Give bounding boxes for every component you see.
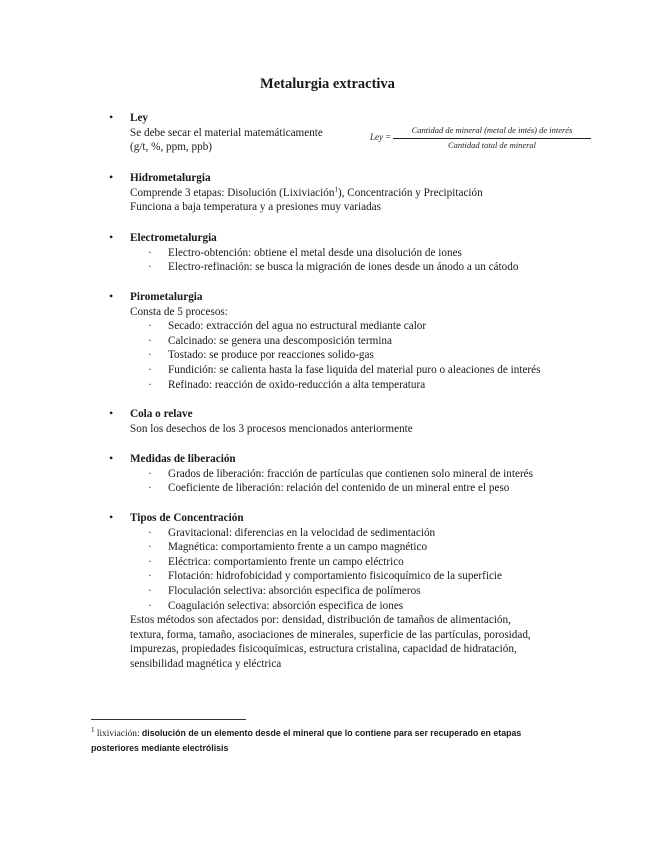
section-body <box>130 526 560 672</box>
section-body <box>130 305 560 393</box>
list-item-text: Eléctrica: comportamiento frente un campo eléctrico <box>168 555 404 568</box>
bullet: • <box>109 451 114 465</box>
list-item <box>130 555 560 570</box>
footnote-separator <box>91 719 246 720</box>
sub-bullet: · <box>148 482 152 495</box>
sub-bullet: · <box>148 378 152 391</box>
text-line: textura, forma, tamaño, asociaciones de minerales, superficie de las partículas, porosidad, <box>130 628 531 641</box>
text-line <box>130 186 560 201</box>
list-item-text: Magnética: comportamiento frente a un campo magnético <box>168 541 428 554</box>
section-body <box>130 467 560 496</box>
section-heading: Ley <box>130 112 149 124</box>
list-item <box>130 599 560 614</box>
sub-bullet: · <box>148 541 152 554</box>
text-line: Consta de 5 procesos: <box>130 305 228 318</box>
list-item-text: Flotación: hidrofobicidad y comportamiento fisicoquímico de la superficie <box>168 570 502 583</box>
list-item-text: Electro-refinación: se busca la migración de iones desde un ánodo a un cátodo <box>168 261 519 274</box>
text-line: Se debe secar el material matemáticamente <box>130 126 323 139</box>
section-heading: Electrometalurgia <box>130 232 217 244</box>
formula-denominator: Cantidad total de mineral <box>447 140 537 150</box>
section-heading: Medidas de liberación <box>130 453 236 465</box>
sub-bullet: · <box>148 363 152 376</box>
bullet: • <box>109 170 114 184</box>
fraction-bar <box>393 138 591 139</box>
text-fragment: Comprende 3 etapas: Disolución (Lixiviación <box>130 186 335 199</box>
list-item-text: Refinado: reacción de oxido-reducción a alta temperatura <box>168 378 426 391</box>
section-heading: Cola o relave <box>130 408 193 420</box>
sub-bullet: · <box>148 599 152 612</box>
section-heading: Hidrometalurgia <box>130 172 211 184</box>
section-body <box>130 246 560 275</box>
list-item-text: Grados de liberación: fracción de partículas que contienen solo mineral de interés <box>168 467 534 480</box>
bullet: • <box>109 289 114 303</box>
sub-bullet: · <box>148 349 152 362</box>
sub-bullet: · <box>148 261 152 274</box>
footnote-line <box>91 741 561 756</box>
sub-bullet: · <box>148 246 152 259</box>
bullet: • <box>109 110 114 124</box>
sub-bullet: · <box>148 526 152 539</box>
footnote-number: 1 <box>91 725 95 734</box>
text-line: impurezas, propiedades fisicoquímicas, estructura cristalina, capacidad de hidratación, <box>130 643 517 656</box>
text-line: Estos métodos son afectados por: densidad, distribución de tamaños de alimentación, <box>130 614 511 627</box>
bullet: • <box>109 406 114 420</box>
formula-lhs: Ley = <box>370 132 392 142</box>
section-body <box>130 186 560 215</box>
text-line: Funciona a baja temperatura y a presiones muy variadas <box>130 201 382 214</box>
list-item <box>130 334 560 349</box>
bullet: • <box>109 230 114 244</box>
text-line: (g/t, %, ppm, ppb) <box>130 141 213 154</box>
list-item <box>130 348 560 363</box>
footnote <box>91 726 561 756</box>
sub-bullet: · <box>148 584 152 597</box>
list-item-text: Calcinado: se genera una descomposición termina <box>168 334 392 347</box>
list-item <box>130 526 560 541</box>
page-title: Metalurgia extractiva <box>260 76 395 92</box>
text-line: Son los desechos de los 3 procesos mencionados anteriormente <box>130 422 413 435</box>
footnote-line <box>91 726 561 741</box>
list-item <box>130 378 560 393</box>
sub-bullet: · <box>148 334 152 347</box>
list-item-text: Tostado: se produce por reacciones solido-gas <box>168 349 374 362</box>
list-item-text: Fundición: se calienta hasta la fase liquida del material puro o aleaciones de interés <box>168 363 541 376</box>
section-body <box>130 422 560 437</box>
list-item <box>130 260 560 275</box>
list-item-text: Gravitacional: diferencias en la velocidad de sedimentación <box>168 526 436 539</box>
list-item-text: Floculación selectiva: absorción especifica de polímeros <box>168 584 421 597</box>
list-item <box>130 569 560 584</box>
list-item <box>130 467 560 482</box>
list-item-text: Secado: extracción del agua no estructural mediante calor <box>168 320 427 333</box>
sub-bullet: · <box>148 320 152 333</box>
list-item <box>130 540 560 555</box>
list-item <box>130 246 560 261</box>
bullet: • <box>109 510 114 524</box>
formula-numerator: Cantidad de mineral (metal de intés) de interés <box>411 125 573 135</box>
footnote-ref[interactable]: 1 <box>334 184 338 193</box>
footnote-definition: disolución de un elemento desde el mineral que lo contiene para ser recuperado en etapas <box>141 728 522 738</box>
sub-bullet: · <box>148 570 152 583</box>
list-item <box>130 481 560 496</box>
list-item-text: Coagulación selectiva: absorción especifica de iones <box>168 599 404 612</box>
list-item <box>130 584 560 599</box>
text-line: sensibilidad magnética y eléctrica <box>130 657 282 670</box>
sub-bullet: · <box>148 467 152 480</box>
section-heading: Tipos de Concentración <box>130 512 244 524</box>
section-heading: Pirometalurgia <box>130 291 203 303</box>
footnote-term: lixiviación: <box>96 729 140 739</box>
list-item <box>130 319 560 334</box>
list-item <box>130 363 560 378</box>
ley-formula <box>370 125 595 155</box>
text-fragment: ), Concentración y Precipitación <box>337 186 483 199</box>
list-item-text: Coeficiente de liberación: relación del contenido de un mineral entre el peso <box>168 482 510 495</box>
footnote-definition: posteriores mediante electrólisis <box>91 743 229 753</box>
sub-bullet: · <box>148 555 152 568</box>
list-item-text: Electro-obtención: obtiene el metal desde una disolución de iones <box>168 246 462 259</box>
